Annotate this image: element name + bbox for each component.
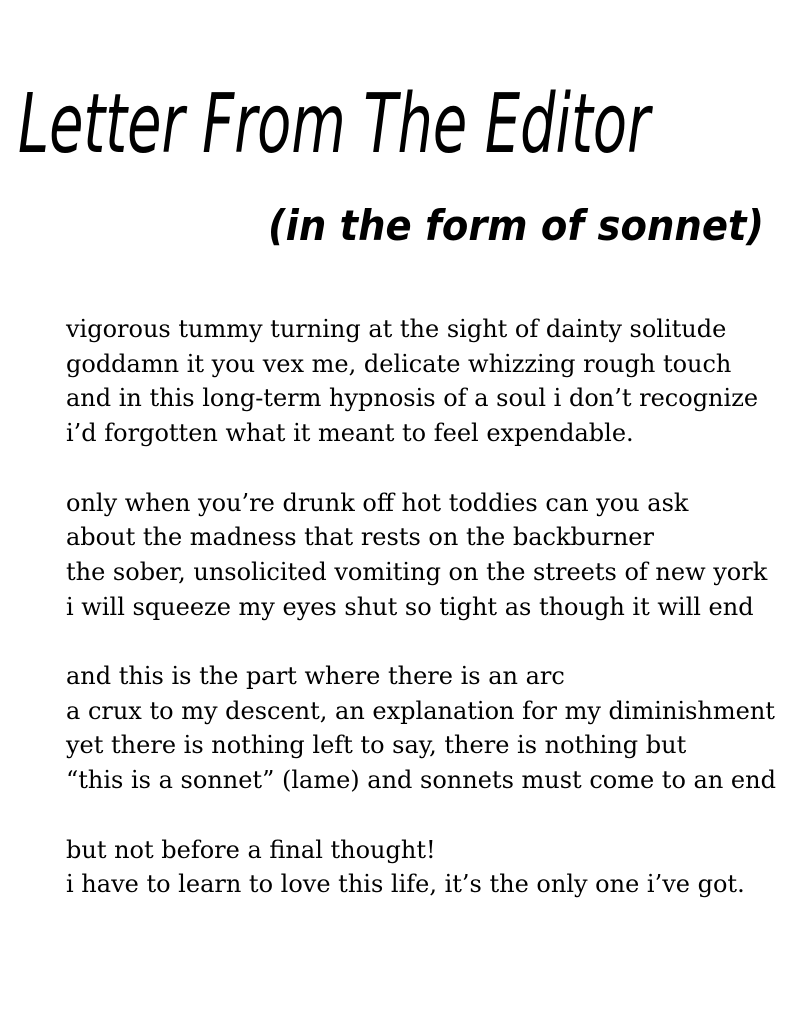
poem-line: a crux to my descent, an explanation for my diminishment [66,696,775,725]
poem-line: vigorous tummy turning at the sight of dainty solitude [66,315,727,343]
stanza [66,833,786,902]
poem-line: about the madness that rests on the backburner [66,523,654,552]
stanza [66,659,786,798]
poem-line: the sober, unsolicited vomiting on the streets of new york [66,557,768,586]
poem-line: goddamn it you vex me, delicate whizzing rough touch [66,349,732,378]
poem-line: i’d forgotten what it meant to feel expendable. [66,419,634,448]
page-title: Letter From The Editor [18,77,653,172]
poem-line: and this is the part where there is an arc [66,662,565,690]
poem-body [66,312,786,902]
stanza [66,486,786,625]
poem-line: and in this long-term hypnosis of a soul i don’t recognize [66,384,759,413]
handwritten-title [0,0,812,300]
stanza [66,312,786,451]
poem-line: yet there is nothing left to say, there is nothing but [66,731,687,760]
poem-line: “this is a sonnet” (lame) and sonnets must come to an end [66,766,776,795]
poem-line: i will squeeze my eyes shut so tight as though it will end [66,592,754,621]
poem-line: i have to learn to love this life, it’s the only one i’ve got. [66,870,745,899]
poem-line: only when you’re drunk off hot toddies can you ask [66,488,689,517]
poem-line: but not before a final thought! [66,835,436,864]
page-subtitle: (in the form of sonnet) [268,201,764,250]
